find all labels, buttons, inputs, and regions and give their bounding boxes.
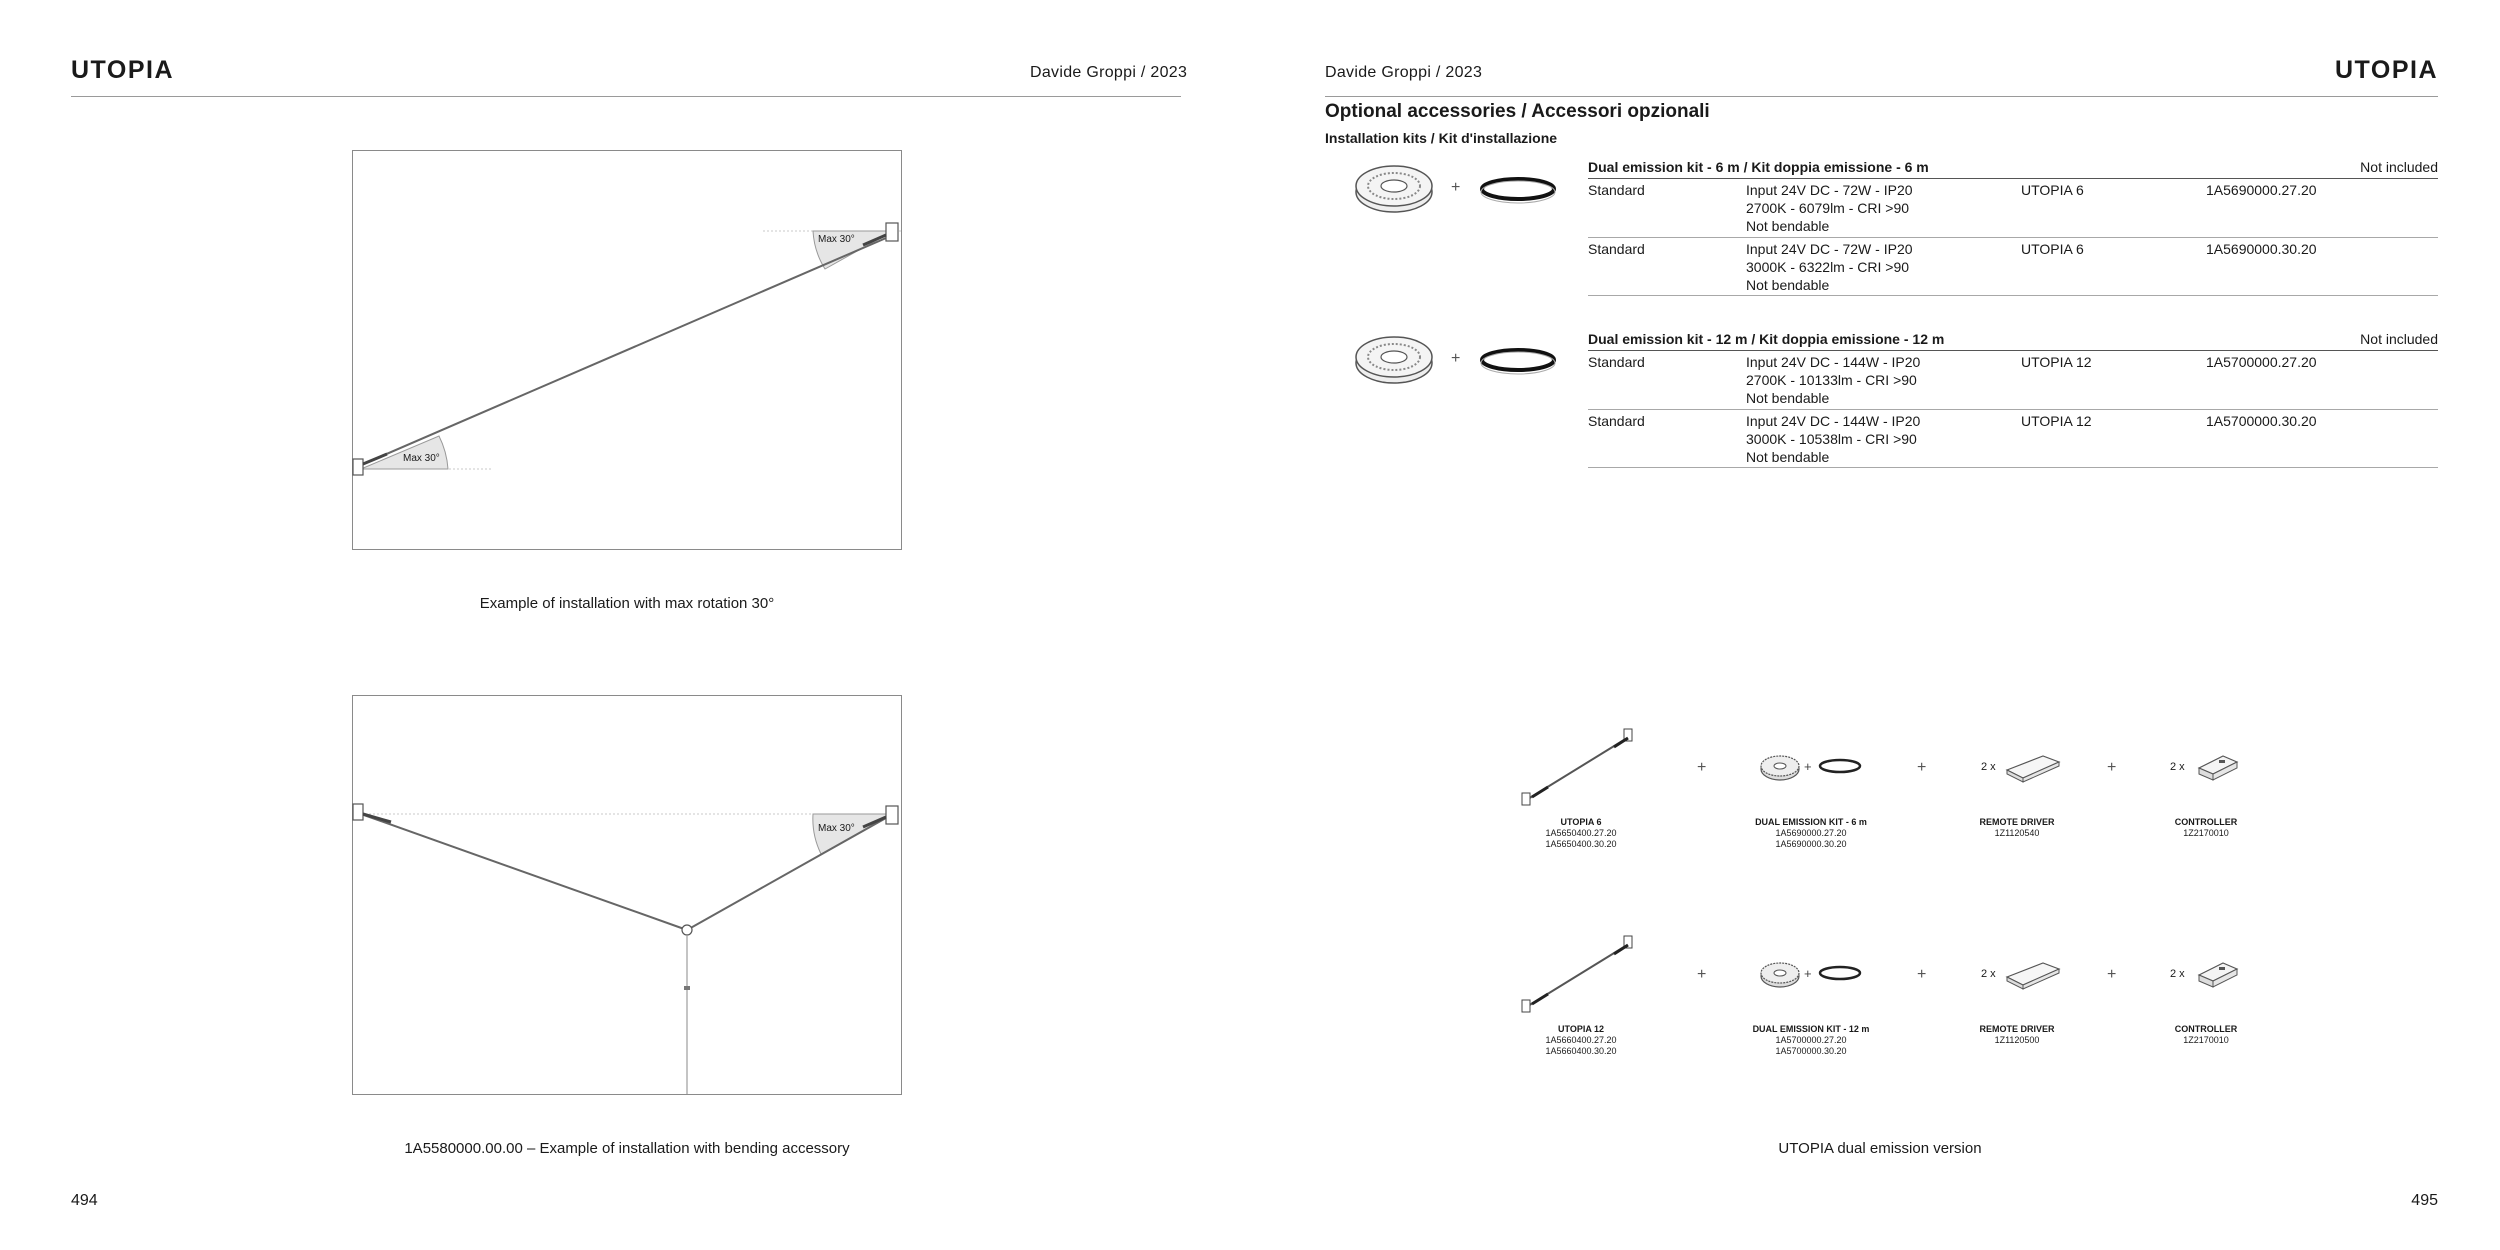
label-code: 1A5690000.30.20 [1775,839,1847,849]
row-type: Standard [1588,354,1645,370]
driver-qty: 2 x [1981,761,1996,773]
header-rule-left [71,96,1181,97]
brand-title-left: UTOPIA [71,56,174,84]
spec-line: Not bendable [1746,277,1830,293]
row-model: UTOPIA 12 [2021,354,2092,370]
diffuser-ring-icon [1478,170,1558,210]
row-spec [1746,240,1913,294]
kit-12m-rule [1588,350,2438,351]
label-title: REMOTE DRIVER [1979,1024,2055,1034]
row-type: Standard [1588,182,1645,198]
label-title: DUAL EMISSION KIT - 12 m [1752,1024,1870,1034]
label-code: 1A5650400.30.20 [1545,839,1617,849]
row-type: Standard [1588,413,1645,429]
label-code: 1Z1120540 [1994,828,2040,838]
spec-line: Not bendable [1746,449,1830,465]
row-divider [1588,409,2438,410]
kit-6m-plus: + [1451,179,1461,196]
row-spec [1746,181,1913,235]
controller-qty: 2 x [2170,968,2185,980]
scheme-label-utopia [1496,817,1666,850]
angle-label-bottom: Max 30° [403,453,440,464]
scheme-plus: + [2107,759,2117,776]
label-code: 1A5700000.30.20 [1775,1046,1847,1056]
kit-12m-plus: + [1451,350,1461,367]
label-title: CONTROLLER [2174,1024,2238,1034]
row-divider [1588,295,2438,296]
controller-icon [2193,750,2243,784]
remote-driver-icon [2003,957,2063,991]
scheme-plus: + [1697,966,1707,983]
scheme-plus: + [2107,966,2117,983]
controller-icon [2193,957,2243,991]
spec-line: Input 24V DC - 144W - IP20 [1746,413,1921,429]
label-code: 1Z1120500 [1994,1035,2040,1045]
utopia-fixture-icon [1520,932,1640,1012]
label-code: 1A5660400.27.20 [1545,1035,1617,1045]
remote-driver-icon [2003,750,2063,784]
designer-year-right: Davide Groppi / 2023 [1325,64,1483,81]
kit-12m-heading: Dual emission kit - 12 m / Kit doppia emissione - 12 m [1588,331,1945,347]
row-spec [1746,353,1920,407]
spec-line: Not bendable [1746,390,1830,406]
svg-text:+: + [1804,966,1812,981]
label-code: 1Z2170010 [2183,828,2229,838]
spec-line: Input 24V DC - 144W - IP20 [1746,354,1921,370]
row-spec [1746,412,1920,466]
figure2-caption: 1A5580000.00.00 – Example of installation with bending accessory [404,1140,850,1157]
figure-bending-accessory [352,695,902,1095]
row-model: UTOPIA 6 [2021,241,2084,257]
kit-6m-note: Not included [2360,159,2438,175]
label-title: DUAL EMISSION KIT - 6 m [1755,817,1867,827]
row-code: 1A5690000.30.20 [2206,241,2317,257]
label-code: 1A5700000.27.20 [1775,1035,1847,1045]
row-code: 1A5700000.30.20 [2206,413,2317,429]
controller-qty: 2 x [2170,761,2185,773]
spec-line: Input 24V DC - 72W - IP20 [1746,241,1913,257]
kit-6m-rule [1588,178,2438,179]
scheme-plus: + [1917,966,1927,983]
row-type: Standard [1588,241,1645,257]
figure-max-rotation-drawing [353,151,903,551]
row-code: 1A5690000.27.20 [2206,182,2317,198]
row-code: 1A5700000.27.20 [2206,354,2317,370]
label-code: 1A5690000.27.20 [1775,828,1847,838]
figure-bending-drawing [353,696,903,1096]
spec-line: 2700K - 10133lm - CRI >90 [1746,372,1917,388]
scheme-label-driver [1932,817,2102,839]
page-subtitle: Installation kits / Kit d'installazione [1325,130,1558,146]
figure-max-rotation [352,150,902,550]
designer-year-left: Davide Groppi / 2023 [1030,64,1188,81]
scheme-label-kit [1726,1024,1896,1057]
scheme-label-controller [2121,1024,2291,1046]
label-title: UTOPIA 6 [1560,817,1602,827]
page-number-left: 494 [71,1192,98,1209]
row-model: UTOPIA 6 [2021,182,2084,198]
brand-title-right: UTOPIA [2335,56,2438,84]
scheme-label-utopia [1496,1024,1666,1057]
spec-line: Not bendable [1746,218,1830,234]
label-code: 1Z2170010 [2183,1035,2229,1045]
scheme-plus: + [1917,759,1927,776]
svg-text:+: + [1804,759,1812,774]
driver-qty: 2 x [1981,968,1996,980]
scheme-label-controller [2121,817,2291,839]
kit-6m-heading: Dual emission kit - 6 m / Kit doppia emissione - 6 m [1588,159,1929,175]
scheme-label-driver [1932,1024,2102,1046]
diffuser-ring-icon [1478,341,1558,381]
page-number-right: 495 [2411,1192,2438,1209]
spec-line: 3000K - 10538lm - CRI >90 [1746,431,1917,447]
scheme-plus: + [1697,759,1707,776]
label-title: REMOTE DRIVER [1979,817,2055,827]
scheme-caption: UTOPIA dual emission version [1778,1140,1982,1157]
label-code: 1A5650400.27.20 [1545,828,1617,838]
label-title: UTOPIA 12 [1557,1024,1604,1034]
led-strip-reel-icon [1352,162,1437,217]
kit-12m-note: Not included [2360,331,2438,347]
scheme-label-kit [1726,817,1896,850]
spec-line: 2700K - 6079lm - CRI >90 [1746,200,1910,216]
dual-kit-icon [1755,955,1865,995]
angle-label-top: Max 30° [818,234,855,245]
angle-label-bending: Max 30° [818,823,855,834]
spec-line: 3000K - 6322lm - CRI >90 [1746,259,1910,275]
header-rule-right [1325,96,2438,97]
label-title: CONTROLLER [2174,817,2238,827]
figure1-caption: Example of installation with max rotation 30° [479,595,775,612]
row-divider [1588,467,2438,468]
led-strip-reel-icon [1352,333,1437,388]
row-model: UTOPIA 12 [2021,413,2092,429]
row-divider [1588,237,2438,238]
page-title: Optional accessories / Accessori opzionali [1325,101,1710,122]
spec-line: Input 24V DC - 72W - IP20 [1746,182,1913,198]
label-code: 1A5660400.30.20 [1545,1046,1617,1056]
utopia-fixture-icon [1520,725,1640,805]
dual-kit-icon [1755,748,1865,788]
